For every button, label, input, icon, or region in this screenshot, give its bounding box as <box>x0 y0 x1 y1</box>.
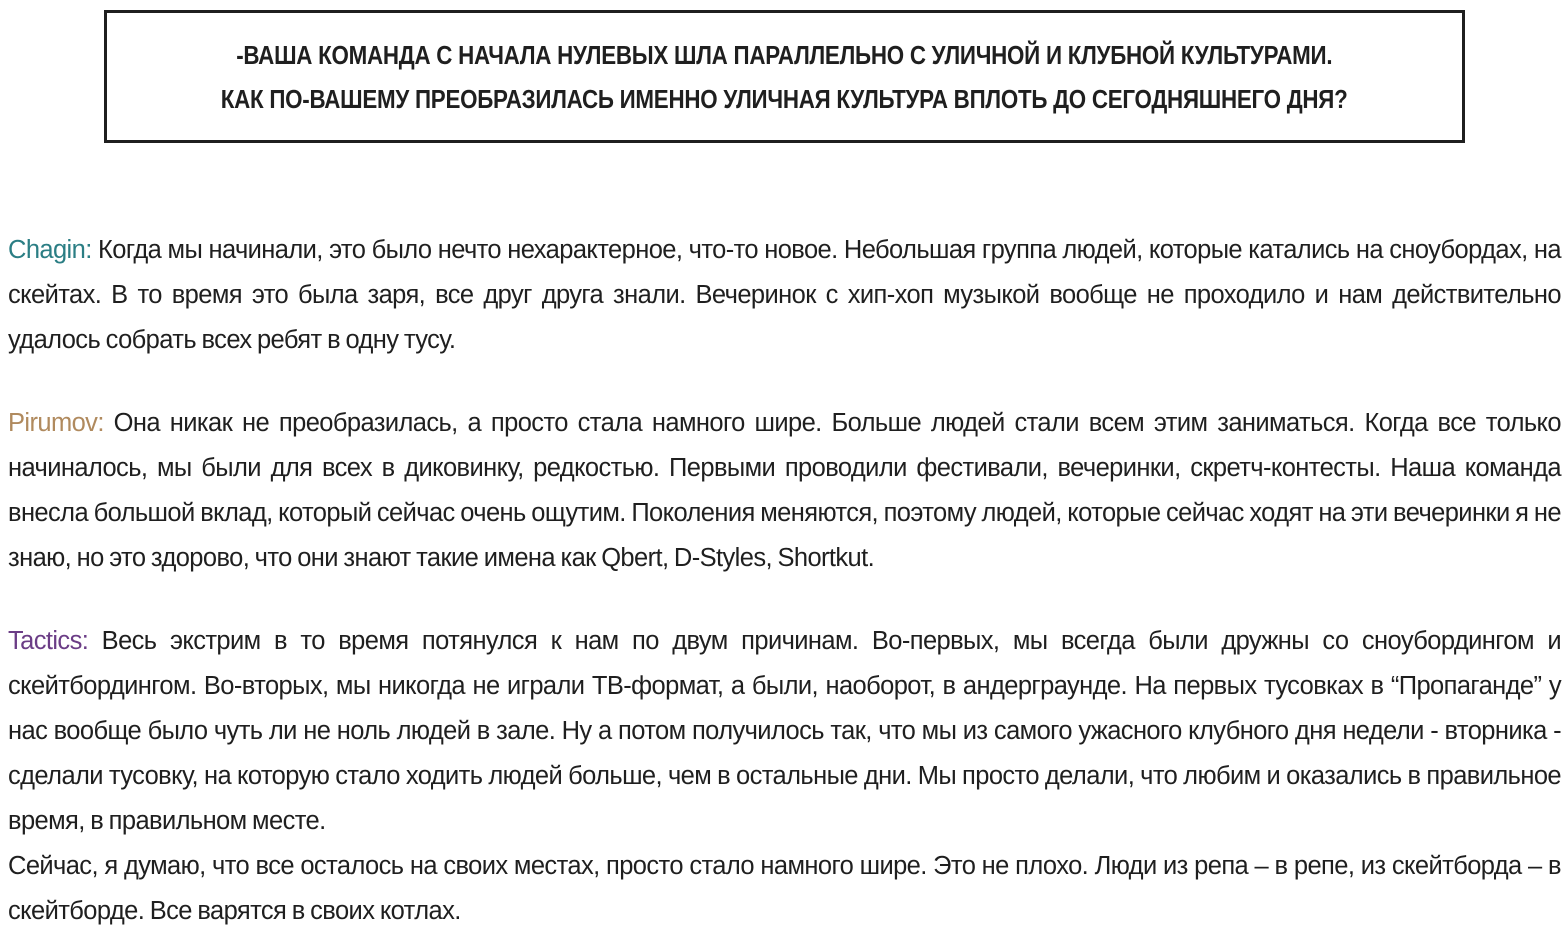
answer-pirumov-text: Она никак не преобразилась, а просто стала намного шире. Больше людей стали всем этим заниматься. Когда все только начиналось, мы были для всех в диковинку, редкостью. Первыми проводили фестивали, вечеринки, скретч-контесты. Наша команда внесла большой вклад, который сейчас очень ощутим. Поколения меняются, поэтому людей, которые сейчас ходят на эти вечеринки я не знаю, но это здорово, что они знают такие имена как Qbert, D-Styles, Shortkut. <box>8 409 1561 572</box>
answer-tactics <box>8 619 1561 844</box>
answer-tactics-continuation: Сейчас, я думаю, что все осталось на своих местах, просто стало намного шире. Это не плохо. Люди из репа – в репе, из скейтборда – в скейтборде. Все варятся в своих котлах. <box>8 852 1561 925</box>
answers <box>8 228 1561 934</box>
speaker-tactics: Tactics: <box>8 627 89 655</box>
speaker-chagin: Chagin: <box>8 236 92 264</box>
answer-tactics-text: Весь экстрим в то время потянулся к нам по двум причинам. Во-первых, мы всегда были дружны со сноубордингом и скейтбордингом. Во-вторых, мы никогда не играли ТВ-формат, а были, наоборот, в андерграунде. На первых тусовках в “Пропаганде” у нас вообще было чуть ли не ноль людей в зале. Ну а потом получилось так, что мы из самого ужасного клубного дня недели - вторника - сделали тусовку, на которую стало ходить людей больше, чем в остальные дни. Мы просто делали, что любим и оказались в правильное время, в правильном месте. <box>8 627 1561 835</box>
speaker-pirumov: Pirumov: <box>8 409 104 437</box>
answer-chagin <box>8 228 1561 363</box>
answer-chagin-text: Когда мы начинали, это было нечто нехарактерное, что-то новое. Небольшая группа людей, которые катались на сноубордах, на скейтах. В то время это была заря, все друг друга знали. Вечеринок с хип-хоп музыкой вообще не проходило и нам действительно удалось собрать всех ребят в одну тусу. <box>8 236 1561 354</box>
question-line-2: КАК ПО-ВАШЕМУ ПРЕОБРАЗИЛАСЬ ИМЕННО УЛИЧНАЯ КУЛЬТУРА ВПЛОТЬ ДО СЕГОДНЯШНЕГО ДНЯ? <box>221 83 1348 114</box>
question-box <box>104 10 1465 143</box>
question-line-1: -ВАША КОМАНДА С НАЧАЛА НУЛЕВЫХ ШЛА ПАРАЛЛЕЛЬНО С УЛИЧНОЙ И КЛУБНОЙ КУЛЬТУРАМИ. <box>236 39 1333 70</box>
answer-pirumov <box>8 401 1561 581</box>
